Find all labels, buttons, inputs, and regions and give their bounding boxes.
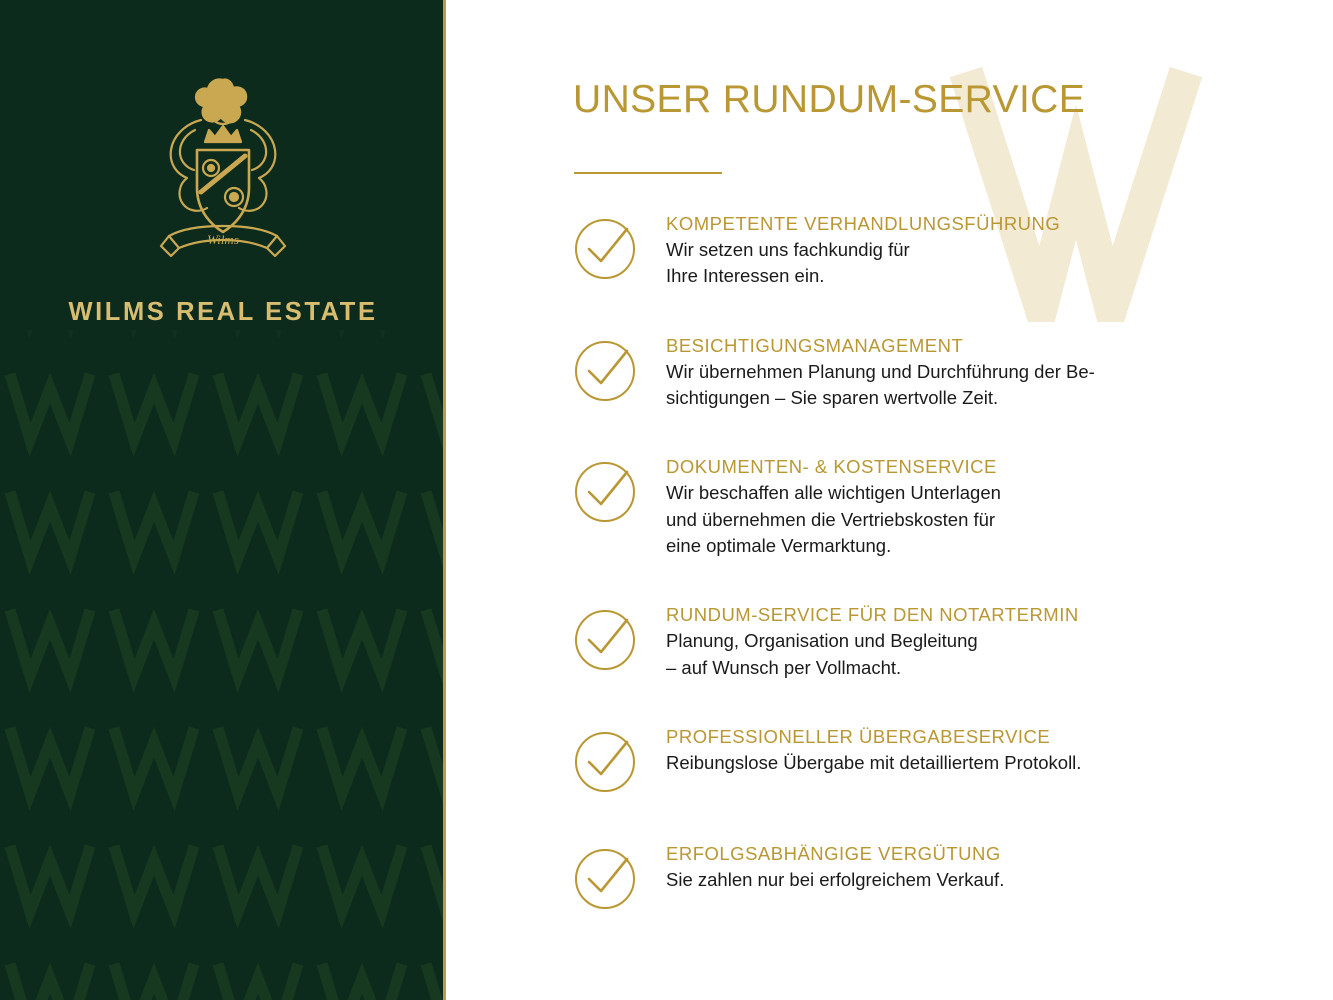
check-circle-icon bbox=[574, 603, 644, 676]
body-line: Wir übernehmen Planung und Durchführung der Be- bbox=[666, 360, 1095, 382]
list-item bbox=[574, 603, 1274, 681]
body-line: Ihre Interessen ein. bbox=[666, 265, 825, 287]
list-item bbox=[574, 725, 1274, 798]
list-item bbox=[574, 334, 1274, 412]
service-list bbox=[574, 212, 1274, 915]
crest-wrapper bbox=[0, 68, 446, 278]
brand-panel bbox=[0, 0, 446, 1000]
list-item-text bbox=[644, 725, 1081, 776]
list-item-text bbox=[644, 334, 1095, 412]
list-item-title: PROFESSIONELLER ÜBERGABESERVICE bbox=[666, 725, 1051, 747]
body-line: Wir beschaffen alle wichtigen Unterlagen bbox=[666, 482, 1001, 504]
list-item-text bbox=[644, 212, 1060, 290]
body-line: sichtigungen – Sie sparen wertvolle Zeit. bbox=[666, 387, 999, 409]
body-line: Sie zahlen nur bei erfolgreichem Verkauf. bbox=[666, 869, 1005, 891]
page-title: UNSER RUNDUM-SERVICE bbox=[573, 78, 1086, 121]
list-item bbox=[574, 842, 1274, 915]
list-item-title: DOKUMENTEN- & KOSTENSERVICE bbox=[666, 456, 997, 478]
brand-name: WILMS REAL ESTATE bbox=[68, 298, 378, 326]
body-line: Reibungslose Übergabe mit detailliertem Protokoll. bbox=[666, 752, 1082, 774]
content-panel bbox=[446, 0, 1333, 1000]
list-item-text bbox=[644, 603, 1079, 681]
body-line: Planung, Organisation und Begleitung bbox=[666, 630, 978, 652]
body-line: – auf Wunsch per Vollmacht. bbox=[666, 656, 902, 678]
body-line: eine optimale Vermarktung. bbox=[666, 534, 892, 556]
list-item bbox=[574, 455, 1274, 559]
list-item-title: RUNDUM-SERVICE FÜR DEN NOTARTERMIN bbox=[666, 604, 1079, 626]
check-circle-icon bbox=[574, 334, 644, 407]
title-underline bbox=[574, 172, 722, 174]
crest-banner-text: Wilms bbox=[207, 232, 239, 247]
list-item-body bbox=[666, 359, 1095, 412]
list-item-text bbox=[644, 455, 1001, 559]
body-line: und übernehmen die Vertriebskosten für bbox=[666, 508, 996, 530]
check-circle-icon bbox=[574, 455, 644, 528]
check-circle-icon bbox=[574, 212, 644, 285]
list-item-body bbox=[666, 480, 1001, 559]
check-circle-icon bbox=[574, 842, 644, 915]
list-item-title: ERFOLGSABHÄNGIGE VERGÜTUNG bbox=[666, 842, 1001, 864]
list-item-title: BESICHTIGUNGSMANAGEMENT bbox=[666, 334, 964, 356]
list-item-body bbox=[666, 628, 1079, 681]
list-item-text bbox=[644, 842, 1004, 893]
list-item bbox=[574, 212, 1274, 290]
list-item-body bbox=[666, 237, 1060, 290]
wilms-coat-of-arms-icon bbox=[123, 68, 323, 278]
list-item-body bbox=[666, 750, 1081, 776]
list-item-body bbox=[666, 867, 1004, 893]
body-line: Wir setzen uns fachkundig für bbox=[666, 239, 910, 261]
check-circle-icon bbox=[574, 725, 644, 798]
list-item-title: KOMPETENTE VERHANDLUNGSFÜHRUNG bbox=[666, 213, 1061, 234]
